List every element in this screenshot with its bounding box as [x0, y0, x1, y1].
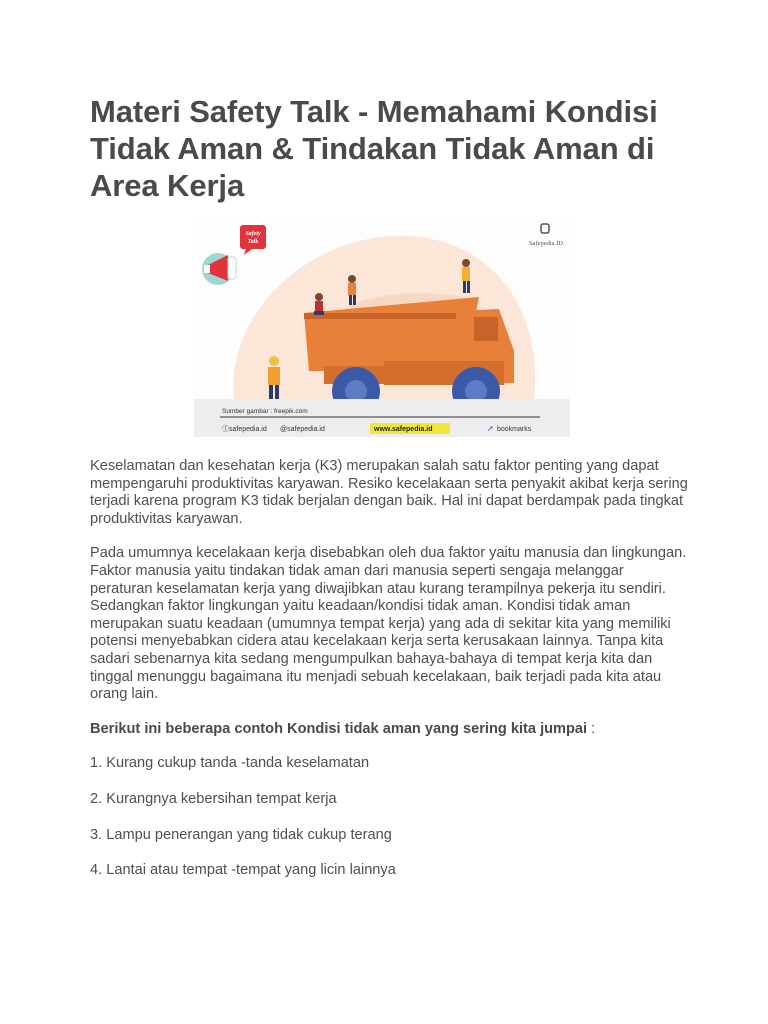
svg-text:Safety: Safety — [245, 231, 261, 237]
paragraph-intro: Keselamatan dan kesehatan kerja (K3) merupakan salah satu faktor penting yang dapat mempengaruhi produktivitas karyawan. Resiko kecelakaan serta penyakit akibat kerja sering terjadi karena program K3 tidak berjalan dengan baik. Hal ini dapat berdampak pada tingkat produktivitas karyawan. — [90, 458, 688, 527]
facebook-handle: ⓕsafepedia.id — [222, 426, 267, 433]
article — [90, 93, 690, 879]
article-illustration — [194, 221, 570, 437]
website-link: www.safepedia.id — [374, 426, 433, 433]
list-item: 3. Lampu penerangan yang tidak cukup terang — [90, 826, 392, 843]
paragraph-causes: Pada umumnya kecelakaan kerja disebabkan oleh dua faktor yaitu manusia dan lingkungan. Faktor manusia yaitu tindakan tidak aman dari manusia seperti sengaja melanggar peraturan keselamatan kerja yang diwajibkan atau kurang terampilnya pekerja itu sendiri. Sedangkan faktor lingkungan yaitu keadaan/kondisi tidak aman. Kondisi tidak aman merupakan suatu keadaan (umumnya tempat kerja) yang ada di sekitar kita yang memiliki potensi menyebabkan cidera atau kecelakaan kerja serta kerusakaan lainnya. Tanpa kita sadari sebenarnya kita sedang mengumpulkan bahaya-bahaya di tempat kerja kita dan tinggal menunggu bagaimana itu menjadi sebuah kecelakaan, baik terjadi pada kita atau orang lain. — [90, 545, 687, 703]
brand-logo — [529, 224, 563, 247]
list-item: 4. Lantai atau tempat -tempat yang licin lainnya — [90, 862, 396, 879]
svg-text:Talk: Talk — [247, 239, 259, 245]
list-intro — [90, 721, 690, 739]
list-item: 1. Kurang cukup tanda -tanda keselamatan — [90, 755, 370, 772]
list-item: 2. Kurangnya kebersihan tempat kerja — [90, 790, 337, 807]
bookmark-icon: ➚ — [487, 424, 494, 433]
svg-text:Safepedia.ID: Safepedia.ID — [528, 240, 564, 247]
safety-talk-badge — [240, 225, 266, 255]
bookmarks-label: bookmarks — [497, 426, 532, 433]
instagram-handle: @safepedia.id — [280, 426, 325, 433]
list-intro-bold: Berikut ini beberapa contoh Kondisi tidak aman yang sering kita jumpai — [90, 720, 588, 737]
list-intro-suffix: : — [587, 720, 596, 737]
source-credit: Sumber gambar : freepik.com — [222, 408, 308, 415]
article-body — [90, 458, 690, 898]
article-title: Materi Safety Talk - Memahami Kondisi Tidak Aman & Tindakan Tidak Aman di Area Kerja — [90, 94, 658, 203]
megaphone-icon — [202, 253, 236, 285]
